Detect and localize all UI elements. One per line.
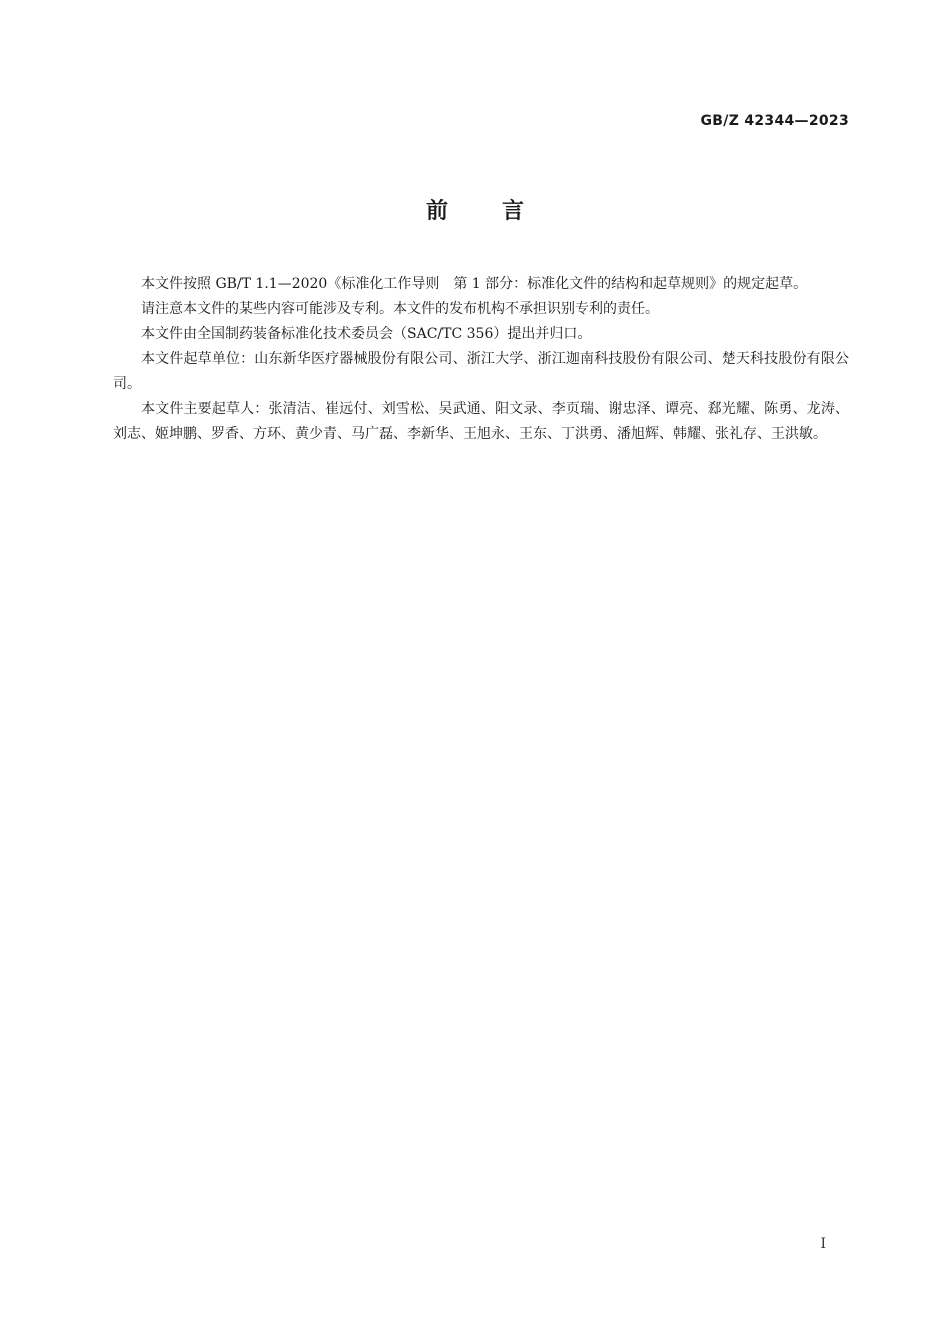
- foreword-body: [113, 272, 849, 447]
- paragraph-drafting-rules: 本文件按照 GB/T 1.1—2020《标准化工作导则 第 1 部分：标准化文件的结构和起草规则》的规定起草。: [141, 276, 808, 292]
- page-number: I: [820, 1236, 826, 1252]
- standard-number: GB/Z 42344—2023: [700, 113, 849, 129]
- paragraph-proposer: 本文件由全国制药装备标准化技术委员会（SAC/TC 356）提出并归口。: [141, 326, 592, 342]
- paragraph-patent-notice: 请注意本文件的某些内容可能涉及专利。本文件的发布机构不承担识别专利的责任。: [141, 301, 659, 317]
- page-title: 前言: [425, 199, 578, 224]
- paragraph-drafters: 本文件主要起草人：张清洁、崔远付、刘雪松、吴武通、阳文录、李页瑞、谢忠泽、谭亮、郄光耀、陈勇、龙涛、刘志、姬坤鹏、罗香、方环、黄少青、马广磊、李新华、王旭永、王东、丁洪勇、潘旭辉、韩耀、张礼存、王洪敏。: [113, 401, 849, 442]
- paragraph-drafting-units: 本文件起草单位：山东新华医疗器械股份有限公司、浙江大学、浙江迦南科技股份有限公司、楚天科技股份有限公司。: [113, 351, 849, 392]
